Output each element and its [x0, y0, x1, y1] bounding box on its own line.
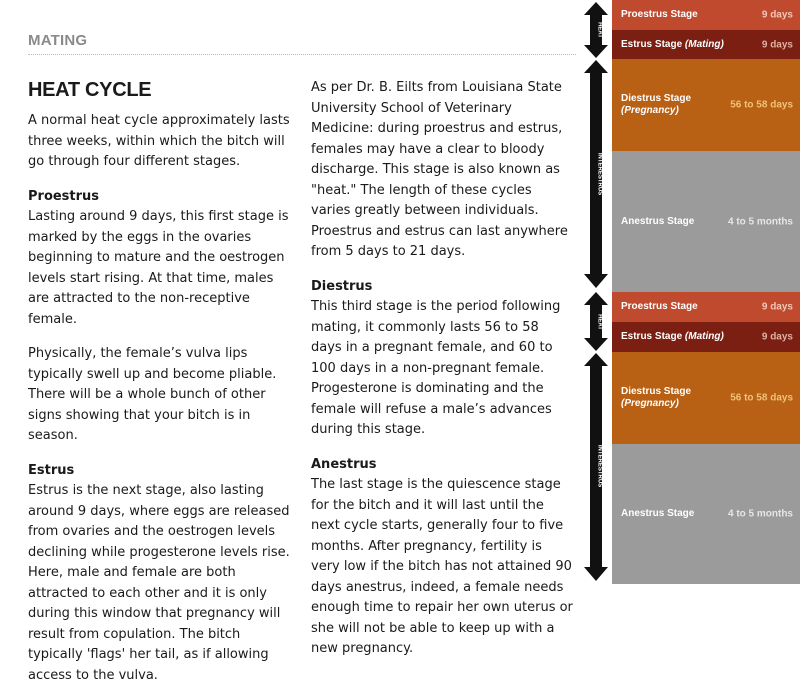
stage-name: Anestrus Stage	[621, 215, 695, 227]
stage-name: Diestrus Stage (Pregnancy)	[621, 93, 692, 116]
heat-arrow-1	[584, 2, 608, 58]
stage-name: Estrus Stage (Mating)	[621, 331, 724, 342]
anestrus-paragraph: The last stage is the quiescence stage for the bitch and it will last until the next cycle starts, generally four to five months. After pregnancy, fertility is very low if the bitch has not attained 90 days anestrus, indeed, a female needs enough time to repair her own uterus or she will not be able to keep up with a new pregnancy.	[311, 477, 573, 656]
interestrus-label-1: INTERESTRUS	[596, 152, 603, 196]
stage-duration: 56 to 58 days	[730, 99, 793, 111]
heat-label-1: HEAT	[596, 22, 603, 38]
intro-paragraph: A normal heat cycle approximately lasts three weeks, within which the bitch will go through four different stages.	[28, 113, 290, 169]
section-label: MATING	[28, 32, 576, 55]
diestrus-paragraph: This third stage is the period following mating, it commonly lasts 56 to 58 days in a pregnant female, and 60 to 100 days in a non-pregnant female. Progesterone is dominating and the female will refuse a male’s advances during this stage.	[311, 299, 561, 437]
stage-duration: 4 to 5 months	[727, 508, 793, 520]
heat-label-2: HEAT	[596, 314, 603, 330]
stage-duration: 4 to 5 months	[727, 216, 793, 227]
stage-name: Proestrus Stage	[621, 301, 698, 312]
stage-estrus-2	[612, 322, 800, 352]
stage-name: Diestrus Stage (Pregnancy)	[621, 386, 692, 409]
stage-proestrus-1	[612, 0, 800, 30]
stage-duration: 9 days	[761, 301, 793, 313]
stage-name: Estrus Stage (Mating)	[621, 38, 724, 50]
stage-anestrus-1	[612, 151, 800, 292]
estrus-paragraph-1: Estrus is the next stage, also lasting around 9 days, where eggs are released from ovaries and the oestrogen levels declining while progesterone levels rise. Here, male and female are both attracted to each other and it is only during this window that pregnancy will result from copulation. The bitch typically 'flags' her tail, as if allowing access to the vulva.	[28, 483, 290, 683]
cycle-arrows	[583, 0, 609, 584]
stage-duration: 9 days	[761, 9, 793, 21]
stage-name: Anestrus Stage	[621, 508, 695, 519]
proestrus-paragraph-1: Lasting around 9 days, this first stage is marked by the eggs in the ovaries beginning to mature and the oestrogen levels start rising. At that time, males are attracted to the non-receptive female.	[28, 209, 289, 327]
diestrus-heading: Diestrus	[311, 278, 373, 294]
proestrus-paragraph-2: Physically, the female’s vulva lips typically swell up and become pliable. There will be a whole bunch of other signs showing that your bitch is in season.	[28, 346, 277, 443]
anestrus-heading: Anestrus	[311, 456, 377, 472]
heat-arrow-2	[584, 292, 608, 351]
interestrus-arrow-2	[584, 353, 608, 581]
stage-name: Proestrus Stage	[621, 9, 698, 20]
estrus-paragraph-2: As per Dr. B. Eilts from Louisiana State University School of Veterinary Medicine: during proestrus and estrus, females may have a clear to bloody discharge. This stage is also known as "heat." The length of these cycles varies greatly between individuals. Proestrus and estrus can last anywhere from 5 days to 21 days.	[311, 80, 568, 259]
proestrus-heading: Proestrus	[28, 188, 100, 204]
stage-duration: 56 to 58 days	[730, 392, 793, 404]
right-column	[311, 78, 573, 660]
interestrus-label-2: INTERESTRUS	[596, 444, 603, 488]
stage-estrus-1	[612, 30, 800, 59]
left-column	[28, 78, 290, 686]
interestrus-arrow-1	[584, 60, 608, 288]
stage-diestrus-1	[612, 59, 800, 151]
estrus-heading: Estrus	[28, 462, 75, 478]
stage-diestrus-2	[612, 352, 800, 444]
page-title: HEAT CYCLE	[28, 79, 152, 101]
stage-proestrus-2	[612, 292, 800, 322]
stage-duration: 9 days	[761, 39, 793, 50]
stage-duration: 9 days	[761, 331, 793, 343]
stage-anestrus-2	[612, 444, 800, 584]
